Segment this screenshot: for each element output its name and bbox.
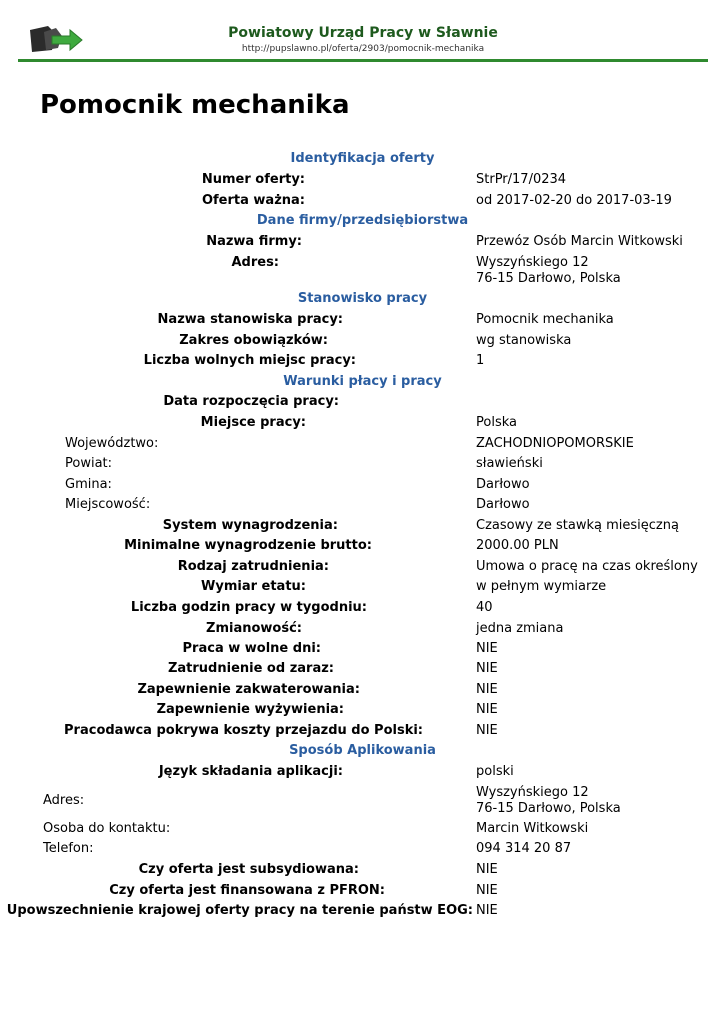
field-label: Oferta ważna: bbox=[201, 193, 305, 208]
section-identyfikacja: Identyfikacja oferty bbox=[290, 151, 435, 166]
field-label: Liczba wolnych miejsc pracy: bbox=[143, 353, 356, 368]
field-value: NIE bbox=[476, 883, 498, 898]
field-value-line1: Wyszyńskiego 12 bbox=[476, 785, 589, 800]
field-label: Powiat: bbox=[65, 456, 113, 471]
field-label: Adres: bbox=[231, 255, 279, 270]
field-label: Zapewnienie wyżywienia: bbox=[156, 702, 344, 717]
field-label: Zapewnienie zakwaterowania: bbox=[137, 682, 360, 697]
field-label: Wymiar etatu: bbox=[201, 579, 306, 594]
section-warunki: Warunki płacy i pracy bbox=[283, 374, 442, 389]
field-label: Zakres obowiązków: bbox=[179, 333, 328, 348]
field-label: Praca w wolne dni: bbox=[182, 641, 321, 656]
field-value-line1: Wyszyńskiego 12 bbox=[476, 255, 589, 270]
field-label: Minimalne wynagrodzenie brutto: bbox=[124, 538, 372, 553]
header-divider bbox=[18, 59, 708, 62]
field-value: NIE bbox=[476, 682, 498, 697]
field-value: 094 314 20 87 bbox=[476, 841, 572, 856]
section-stanowisko: Stanowisko pracy bbox=[297, 291, 428, 306]
field-value: NIE bbox=[476, 903, 498, 918]
field-label: Nazwa firmy: bbox=[206, 234, 302, 249]
section-aplikowanie: Sposób Aplikowania bbox=[289, 743, 436, 758]
field-value-line2: 76-15 Darłowo, Polska bbox=[476, 801, 621, 816]
field-value: Umowa o pracę na czas określony bbox=[476, 559, 698, 574]
field-value: 40 bbox=[476, 600, 493, 615]
field-value: Przewóz Osób Marcin Witkowski bbox=[476, 234, 683, 249]
field-value: NIE bbox=[476, 661, 498, 676]
field-label: Województwo: bbox=[65, 436, 159, 451]
field-label: Adres: bbox=[43, 793, 85, 808]
field-value: NIE bbox=[476, 702, 498, 717]
page-header bbox=[18, 14, 708, 64]
field-value: Polska bbox=[476, 415, 517, 430]
field-value: StrPr/17/0234 bbox=[476, 172, 567, 187]
field-value: od 2017-02-20 do 2017-03-19 bbox=[476, 193, 672, 208]
field-value: 1 bbox=[476, 353, 485, 368]
field-label: Miejscowość: bbox=[65, 497, 151, 512]
field-label: Numer oferty: bbox=[201, 172, 305, 187]
field-value: Pomocnik mechanika bbox=[476, 312, 614, 327]
field-label: Osoba do kontaktu: bbox=[43, 821, 171, 836]
field-label: Upowszechnienie krajowej oferty pracy na terenie państw EOG: bbox=[6, 903, 473, 918]
site-url[interactable]: http://pupslawno.pl/oferta/2903/pomocnik-mechanika bbox=[241, 44, 485, 54]
field-label: System wynagrodzenia: bbox=[162, 518, 338, 533]
field-value: ZACHODNIOPOMORSKIE bbox=[476, 436, 634, 451]
field-label: Data rozpoczęcia pracy: bbox=[163, 394, 339, 409]
field-label: Czy oferta jest subsydiowana: bbox=[138, 862, 359, 877]
field-value: NIE bbox=[476, 723, 498, 738]
field-value: Darłowo bbox=[476, 497, 530, 512]
field-label: Język składania aplikacji: bbox=[158, 764, 343, 779]
field-value: sławieński bbox=[476, 456, 543, 471]
field-label: Miejsce pracy: bbox=[200, 415, 306, 430]
field-value: NIE bbox=[476, 641, 498, 656]
field-label: Nazwa stanowiska pracy: bbox=[157, 312, 343, 327]
field-label: Czy oferta jest finansowana z PFRON: bbox=[109, 883, 385, 898]
field-label: Rodzaj zatrudnienia: bbox=[177, 559, 329, 574]
field-label: Zmianowość: bbox=[206, 621, 302, 636]
field-value: Marcin Witkowski bbox=[476, 821, 589, 836]
section-dane-firmy: Dane firmy/przedsiębiorstwa bbox=[256, 213, 469, 228]
field-value: 2000.00 PLN bbox=[476, 538, 559, 553]
field-value-line2: 76-15 Darłowo, Polska bbox=[476, 271, 621, 286]
field-value: Darłowo bbox=[476, 477, 530, 492]
field-value: NIE bbox=[476, 862, 498, 877]
field-label: Gmina: bbox=[65, 477, 112, 492]
field-value: Czasowy ze stawką miesięczną bbox=[476, 518, 679, 533]
field-label: Telefon: bbox=[43, 841, 94, 856]
field-value: w pełnym wymiarze bbox=[476, 579, 607, 594]
field-label: Zatrudnienie od zaraz: bbox=[167, 661, 334, 676]
field-value: wg stanowiska bbox=[476, 333, 572, 348]
field-label: Pracodawca pokrywa koszty przejazdu do Polski: bbox=[64, 723, 423, 738]
page-title: Pomocnik mechanika bbox=[40, 90, 350, 120]
field-value: jedna zmiana bbox=[476, 621, 564, 636]
field-value: polski bbox=[476, 764, 514, 779]
field-label: Liczba godzin pracy w tygodniu: bbox=[130, 600, 367, 615]
site-title: Powiatowy Urząd Pracy w Sławnie bbox=[228, 25, 498, 41]
